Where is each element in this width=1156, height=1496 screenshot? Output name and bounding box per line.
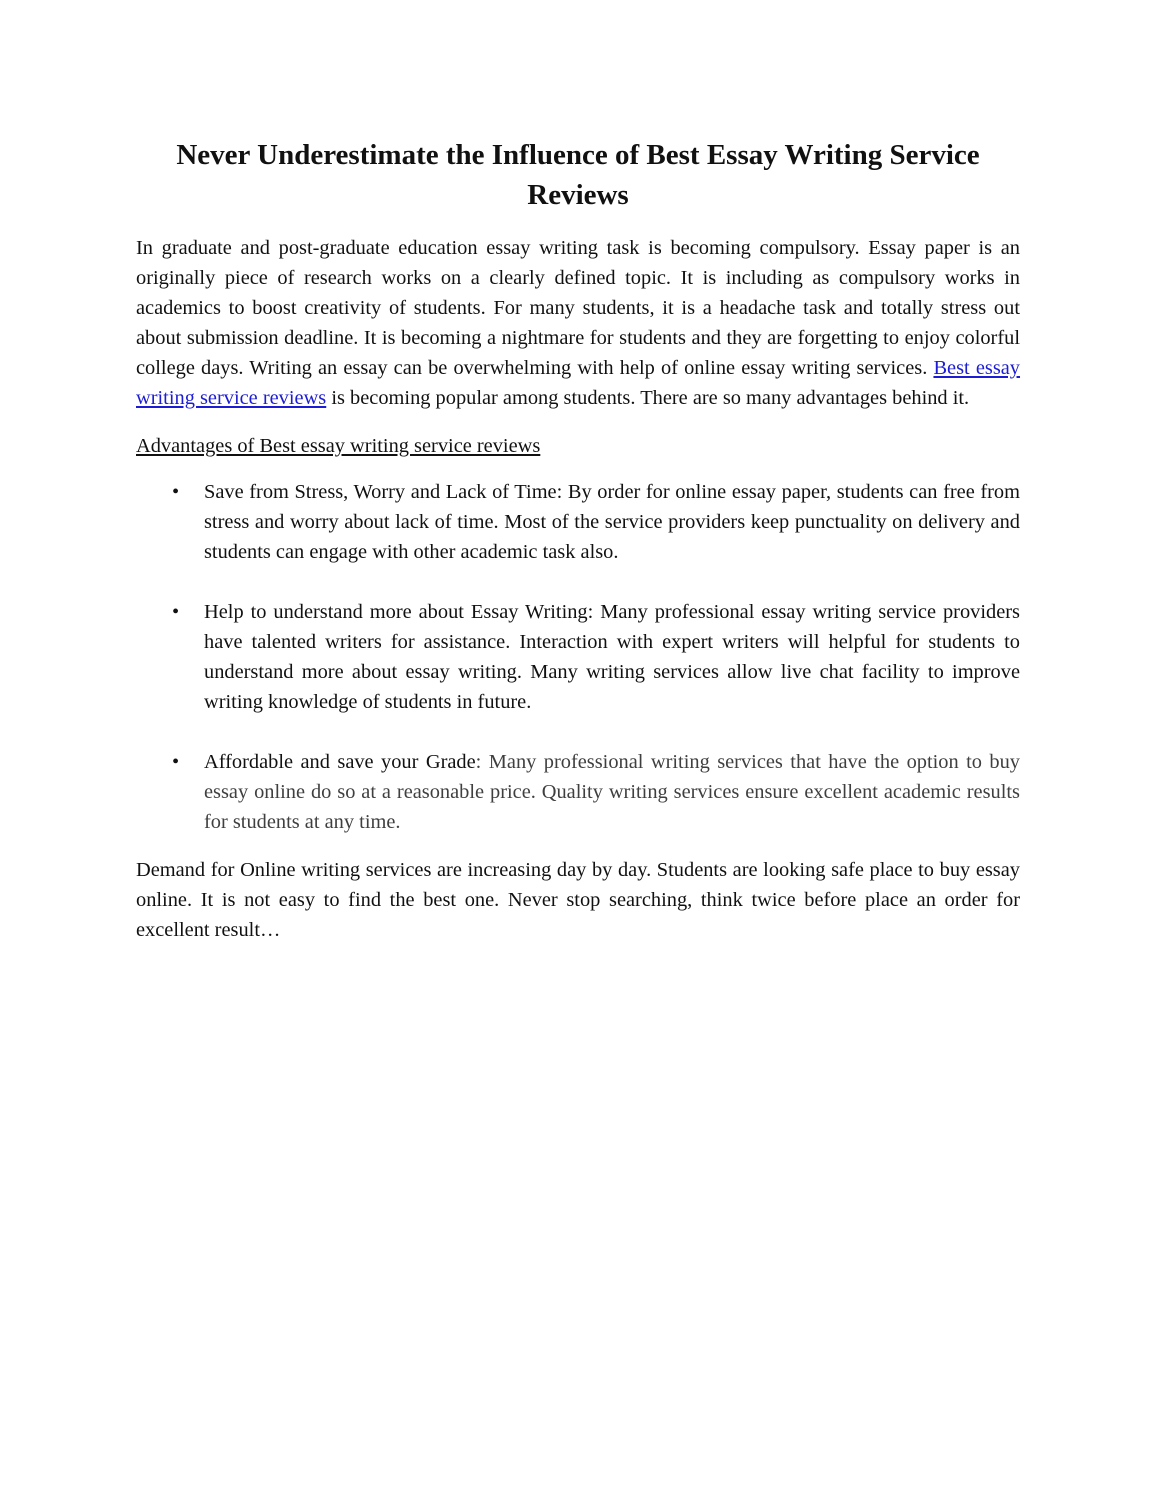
intro-paragraph (136, 233, 1020, 413)
advantages-list (136, 477, 1020, 837)
list-item-text: : Many professional writing services that have the option to buy essay online do so at a reasonable price. Quality writing services ensure excellent academic results for students at any time. (204, 751, 1020, 833)
list-item (136, 747, 1020, 837)
best-essay-reviews-link[interactable]: Best essay writing service reviews (136, 357, 1021, 409)
conclusion-paragraph: Demand for Online writing services are increasing day by day. Students are looking safe place to buy essay online. It is not easy to find the best one. Never stop searching, think twice before place an order for excellent result… (136, 859, 1020, 941)
list-item (136, 477, 1020, 567)
intro-text-before-link: In graduate and post-graduate education essay writing task is becoming compulsory. Essay paper is an originally piece of research works on a clearly defined topic. It is including as compulsory works in academics to boost creativity of students. For many students, it is a headache task and totally stress out about submission deadline. It is becoming a nightmare for students and they are forgetting to enjoy colorful college days. Writing an essay can be overwhelming with help of online essay writing services. (136, 237, 1020, 379)
document-title: Never Underestimate the Influence of Best Essay Writing Service Reviews (176, 139, 980, 211)
advantages-heading: Advantages of Best essay writing service reviews (136, 435, 541, 457)
list-item-lead: Affordable and save your Grade (204, 751, 476, 773)
intro-text-after-link: is becoming popular among students. There are so many advantages behind it. (326, 387, 970, 409)
bullet-icon: • (172, 601, 180, 623)
list-item (136, 597, 1020, 717)
bullet-icon: • (172, 751, 180, 773)
list-item-text: Save from Stress, Worry and Lack of Time: By order for online essay paper, students can free from stress and worry about lack of time. Most of the service providers keep punctuality on delivery and students can engage with other academic task also. (204, 481, 1020, 563)
bullet-icon: • (172, 481, 180, 503)
document-content (136, 135, 1020, 963)
list-item-text: Help to understand more about Essay Writing: Many professional essay writing service providers have talented writers for assistance. Interaction with expert writers will helpful for students to understand more about essay writing. Many writing services allow live chat facility to improve writing knowledge of students in future. (204, 601, 1020, 713)
